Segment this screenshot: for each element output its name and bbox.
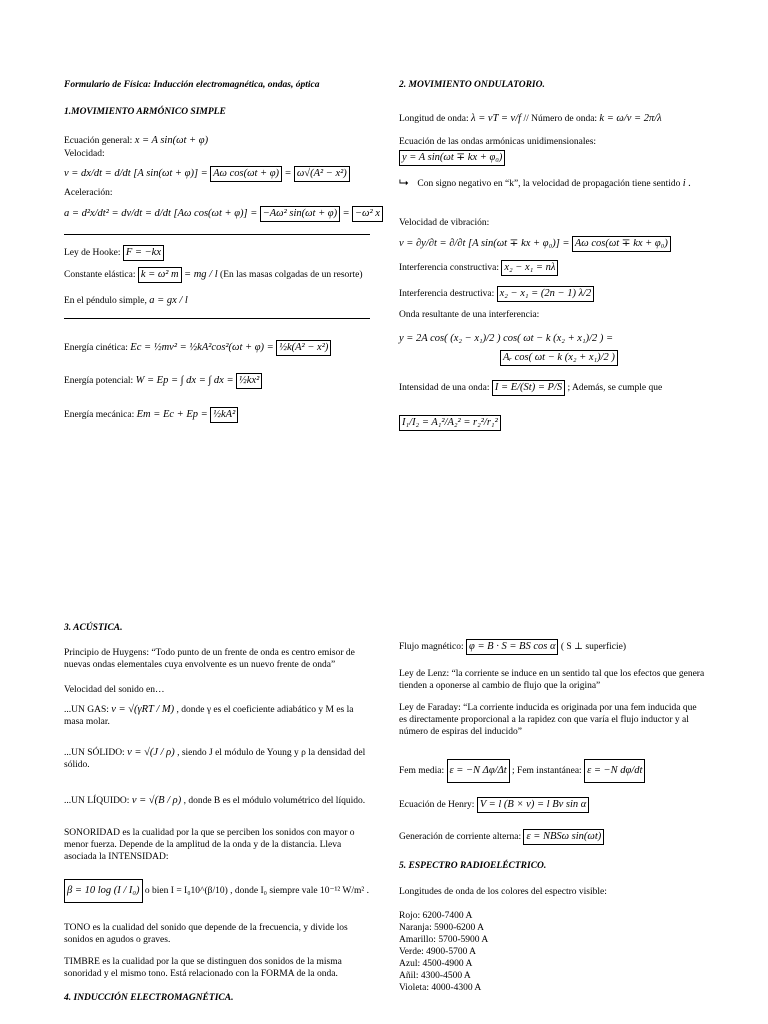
resultant-wave-line	[399, 333, 613, 345]
kinetic-box: ½k(A² − x²)	[276, 340, 331, 356]
wavenumber-eq: k = ω/v = 2π/λ	[599, 113, 662, 124]
elastic-label: Constante elástica:	[64, 270, 136, 280]
henry-box: V = l (B × v) = l Bv sin α	[477, 797, 589, 813]
kinetic-energy-line	[64, 340, 331, 356]
kinetic-eq: Ec = ½mv² = ½kA²cos²(ωt + φ) =	[130, 342, 274, 353]
henry-label: Ecuación de Henry:	[399, 800, 475, 810]
vibration-velocity-eq: v = ∂y/∂t = ∂/∂t [A sin(ωt ∓ kx + φ₀)] =	[399, 238, 570, 249]
hooke-line	[64, 245, 164, 261]
intensity-ratio-line	[399, 415, 501, 431]
section1-title: 1.MOVIMIENTO ARMÓNICO SIMPLE	[64, 107, 226, 117]
resultant-wave-label: Onda resultante de una interferencia:	[399, 310, 540, 320]
resultant-wave-box: Aᵣ cos( ωt − k (x₂ + x₁)/2 )	[500, 350, 618, 366]
mechanical-label: Energía mecánica:	[64, 410, 135, 420]
color-orange: Naranja: 5900-6200 A	[399, 923, 484, 933]
wavelength-line	[399, 113, 662, 125]
ac-label: Generación de corriente alterna:	[399, 832, 522, 842]
pendulum-line	[64, 295, 188, 307]
arrow-right-icon: ⮡	[399, 175, 409, 189]
acceleration-eq-line: a = d²x/dt² = dv/dt = d/dt [Aω cos(ωt + φ)] = −Aω² sin(ωt + φ) = −ω² x	[64, 206, 383, 222]
fem-instant-box: ε = −N dφ/dt	[584, 759, 645, 783]
acceleration-box-2: −ω² x	[352, 206, 383, 222]
solid-note: , siendo J el módulo de Young y ρ la densidad del sólido.	[64, 748, 366, 770]
vibration-velocity-label: Velocidad de vibración:	[399, 218, 490, 228]
solid-eq: v = √(J / ρ)	[127, 747, 175, 758]
constructive-box: x₂ − x₁ = nλ	[501, 260, 558, 276]
fem-line	[399, 759, 645, 783]
constructive-line	[399, 260, 558, 276]
resultant-wave-box-line	[500, 350, 618, 366]
acceleration-box-1: −Aω² sin(ωt + φ)	[260, 206, 340, 222]
huygens-text: Principio de Huygens: “Todo punto de un frente de onda es centro emisor de nuevas ondas elementales cuya envolvente es un nuevo frente de onda”	[64, 648, 355, 670]
section4-title: 4. INDUCCIÓN ELECTROMAGNÉTICA.	[64, 993, 234, 1003]
sign-note-end: i .	[682, 178, 691, 189]
hooke-box: F = −kx	[123, 245, 164, 261]
constructive-label: Interferencia constructiva:	[399, 263, 499, 273]
liquid-eq: v = √(B / ρ)	[131, 795, 182, 806]
beta-box: β = 10 log (I / I₀)	[64, 879, 143, 903]
gas-note: , donde γ es el coeficiente adiabático y M es la masa molar.	[64, 705, 354, 727]
color-yellow: Amarillo: 5700-5900 A	[399, 935, 489, 945]
elastic-note: (En las masas colgadas de un resorte)	[220, 270, 363, 280]
general-eq: x = A sin(ωt + φ)	[134, 135, 209, 146]
sign-note	[399, 176, 705, 190]
potential-box: ½kx²	[236, 373, 262, 389]
intensity-ratio-box: I₁/I₂ = A₁²/A₂² = r₂²/r₁²	[399, 415, 501, 431]
general-eq-line	[64, 135, 208, 147]
wavelength-eq: λ = vT = v/f	[471, 113, 522, 124]
destructive-line	[399, 286, 594, 302]
harmonic-wave-label: Ecuación de las ondas armónicas unidimensionales:	[399, 137, 597, 147]
flux-box: φ = B · S = BS cos α	[466, 639, 558, 655]
timbre-text: TIMBRE es la cualidad por la que se distinguen dos sonidos de la misma sonoridad y el mismo tono. Está relacionado con la FORMA de la onda.	[64, 957, 342, 979]
potential-energy-line	[64, 373, 262, 389]
intensity-label: Intensidad de una onda:	[399, 383, 490, 393]
destructive-box: x₂ − x₁ = (2n − 1) λ/2	[497, 286, 595, 302]
document-title: Formulario de Física: Inducción electromagnética, ondas, óptica	[64, 80, 320, 90]
elastic-constant-line	[64, 267, 362, 283]
section5-title: 5. ESPECTRO RADIOELÉCTRICO.	[399, 861, 547, 871]
pendulum-eq: a = gx / l	[149, 295, 188, 306]
ac-box: ε = NBSω sin(ωt)	[523, 829, 604, 845]
mechanical-energy-line	[64, 407, 238, 423]
gas-line	[64, 704, 370, 728]
sound-speed-label: Velocidad del sonido en…	[64, 685, 165, 695]
velocity-box-2: ω√(A² − x²)	[294, 166, 350, 182]
kinetic-label: Energía cinética:	[64, 343, 128, 353]
vibration-velocity-line	[399, 236, 671, 252]
velocity-eq: v = dx/dt = d/dt [A sin(ωt + φ)] =	[64, 168, 208, 179]
resultant-wave-eq: y = 2A cos( (x₂ − x₁)/2 ) cos( ωt − k (x₂ + x₁)/2 ) =	[399, 333, 614, 344]
flux-line	[399, 639, 626, 655]
flux-note: ( S ⊥ superficie)	[560, 642, 626, 652]
fem-instant-label: ; Fem instantánea:	[512, 766, 582, 776]
lenz-text: Ley de Lenz: “la corriente se induce en un sentido tal que los efectos que genera tienden a oponerse al cambio de flujo que la origina”	[399, 669, 705, 691]
tone-text: TONO es la cualidad del sonido que depende de la frecuencia, y divide los sonidos en agudos o graves.	[64, 923, 348, 945]
fem-box: ε = −N Δφ/Δt	[447, 759, 510, 783]
ac-line	[399, 829, 604, 845]
elastic-eq: = mg / l	[184, 269, 218, 280]
wavenumber-label: // Número de onda:	[523, 114, 598, 124]
mechanical-box: ½kA²	[210, 407, 238, 423]
velocity-box-1: Aω cos(ωt + φ)	[210, 166, 282, 182]
intensity-note: ; Además, se cumple que	[567, 383, 663, 393]
mechanical-eq: Em = Ec + Ep =	[136, 409, 208, 420]
intensity-line	[399, 380, 662, 396]
color-blue: Azul: 4500-4900 A	[399, 959, 473, 969]
velocity-label: Velocidad:	[64, 149, 105, 159]
gas-eq: v = √(γRT / M)	[111, 704, 175, 715]
liquid-label: ...UN LÍQUIDO:	[64, 796, 130, 806]
wavelength-label: Longitud de onda:	[399, 114, 469, 124]
solid-label: ...UN SÓLIDO:	[64, 748, 125, 758]
sign-note-text: Con signo negativo en “k”, la velocidad de propagación tiene sentido	[417, 179, 681, 189]
potential-label: Energía potencial:	[64, 376, 134, 386]
spectrum-intro: Longitudes de onda de los colores del espectro visible:	[399, 887, 607, 897]
flux-label: Flujo magnético:	[399, 642, 464, 652]
beta-note: o bien I = I₀10^(β/10) , donde I₀ siempre vale 10⁻¹² W/m² .	[144, 886, 370, 896]
sonority-text: SONORIDAD es la cualidad por la que se perciben los sonidos con mayor o menor fuerza. Depende de la amplitud de la onda y de la distancia. Lleva asociada la INTENSIDAD:	[64, 828, 355, 862]
acceleration-eq: a = d²x/dt² = dv/dt = d/dt [Aω cos(ωt + φ)] =	[64, 208, 258, 219]
color-indigo: Añil: 4300-4500 A	[399, 971, 471, 981]
color-green: Verde: 4900-5700 A	[399, 947, 477, 957]
divider-2	[64, 318, 370, 319]
divider-1	[64, 234, 370, 235]
intensity-box: I = E/(St) = P/S	[492, 380, 565, 396]
general-label: Ecuación general:	[64, 136, 133, 146]
hooke-label: Ley de Hooke:	[64, 248, 121, 258]
velocity-eq-line: v = dx/dt = d/dt [A sin(ωt + φ)] = Aω cos(ωt + φ) = ω√(A² − x²)	[64, 166, 350, 182]
liquid-line	[64, 795, 370, 807]
section2-title: 2. MOVIMIENTO ONDULATORIO.	[399, 80, 545, 90]
solid-line	[64, 747, 370, 771]
henry-line	[399, 797, 589, 813]
section3-title: 3. ACÚSTICA.	[64, 623, 123, 633]
color-violet: Violeta: 4000-4300 A	[399, 983, 482, 993]
harmonic-wave-line	[399, 150, 505, 166]
faraday-text: Ley de Faraday: “La corriente inducida es originada por una fem inducida que es directamente proporcional a la rapidez con que varía el flujo inductor y al número de espiras del inducido”	[399, 703, 697, 737]
acceleration-label: Aceleración:	[64, 188, 113, 198]
gas-label: ...UN GAS:	[64, 705, 109, 715]
vibration-velocity-box: Aω cos(ωt ∓ kx + φ₀)	[572, 236, 671, 252]
potential-eq: W = Ep = ∫ dx = ∫ dx =	[135, 375, 234, 386]
liquid-note: , donde B es el módulo volumétrico del líquido.	[183, 796, 366, 806]
destructive-label: Interferencia destructiva:	[399, 289, 495, 299]
harmonic-wave-box: y = A sin(ωt ∓ kx + φ₀)	[399, 150, 505, 166]
fem-label: Fem media:	[399, 766, 445, 776]
elastic-box: k = ω² m	[138, 267, 182, 283]
sonority-eq-line	[64, 879, 369, 903]
pendulum-label: En el péndulo simple,	[64, 296, 147, 306]
color-red: Rojo: 6200-7400 A	[399, 911, 473, 921]
